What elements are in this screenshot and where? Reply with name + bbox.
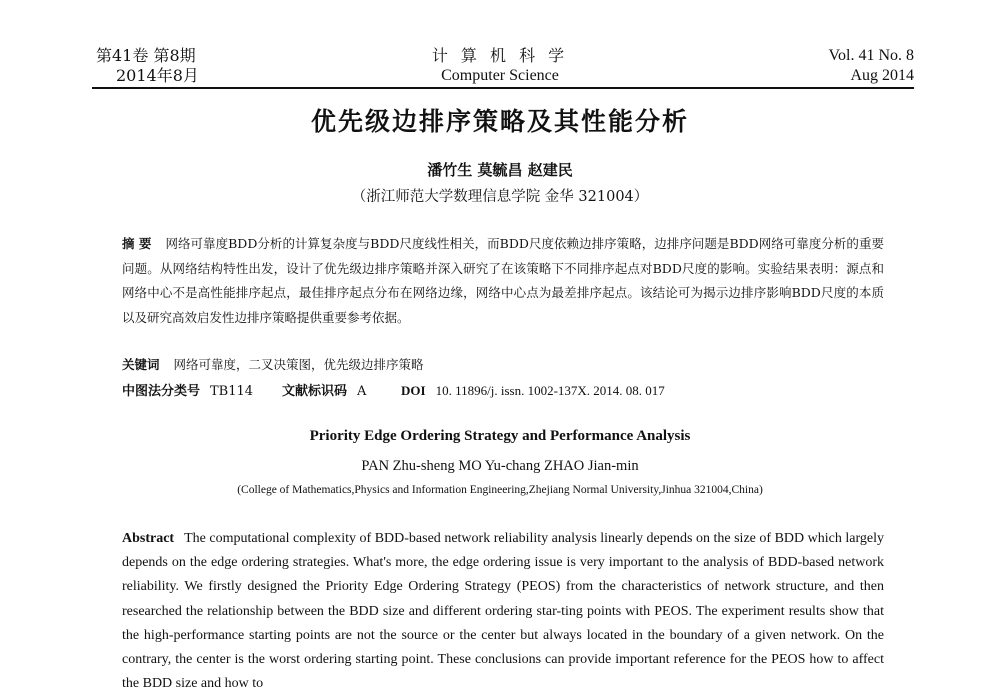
- doc-code-label: 文献标识码: [282, 384, 348, 399]
- abstract-en-label: Abstract: [122, 531, 175, 546]
- abstract-en: [122, 527, 884, 696]
- journal-volume-issue-cn: 第41卷 第8期: [96, 46, 196, 65]
- doi-value[interactable]: 10. 11896/j. issn. 1002-137X. 2014. 08. 017: [435, 383, 665, 398]
- doc-code-value: A: [357, 384, 367, 399]
- header-rule: [92, 87, 914, 89]
- authors-cn: 潘竹生 莫毓昌 赵建民: [427, 161, 573, 179]
- abstract-en-text: The computational complexity of BDD-based network reliability analysis linearly depends on the size of BDD which largely depends on the edge ordering strategies. What's more, the edge ordering issue is very important to the analysis of BDD-based network reliability. We firstly designed the Priority Edge Ordering Strategy (PEOS) from the characteristics of network structure, and then researched the relationship between the BDD size and different ordering star-ting points with PEOS. The experiment results show that the high-performance starting points are not the source or the center but always located in the boundary of a given network. On the contrary, the center is the worst ordering starting point. These conclusions can provide important reference for the PEOS how to affect the BDD size and how to: [122, 531, 884, 692]
- classification-line: [122, 380, 665, 399]
- journal-name-en: Computer Science: [441, 67, 559, 84]
- abstract-cn-label: 摘 要: [122, 236, 152, 251]
- journal-date-cn: 2014年8月: [116, 66, 199, 85]
- doi-label: DOI: [401, 383, 426, 398]
- journal-date-en: Aug 2014: [850, 67, 914, 84]
- paper-title-en: Priority Edge Ordering Strategy and Performance Analysis: [309, 428, 691, 444]
- abstract-cn-text: 网络可靠度BDD分析的计算复杂度与BDD尺度线性相关，而BDD尺度依赖边排序策略，边排序问题是BDD网络可靠度分析的重要问题。从网络结构特性出发，设计了优先级边排序策略并深入研究了在该策略下不同排序起点对BDD尺度的影响。实验结果表明：源点和网络中心不是高性能排序起点，最佳排序起点分布在网络边缘，网络中心点为最差排序起点。该结论可为揭示边排序影响BDD尺度的本质以及研究高效启发性边排序策略提供重要参考依据。: [122, 236, 884, 325]
- clc-value: TB114: [210, 384, 254, 399]
- keywords-cn: [122, 355, 424, 373]
- clc-label: 中图法分类号: [122, 384, 201, 399]
- paper-title-cn: 优先级边排序策略及其性能分析: [310, 107, 689, 136]
- keywords-cn-text: 网络可靠度，二叉决策图，优先级边排序策略: [173, 357, 424, 372]
- authors-en: PAN Zhu-sheng MO Yu-chang ZHAO Jian-min: [361, 458, 639, 474]
- affiliation-en: (College of Mathematics,Physics and Information Engineering,Zhejiang Normal University,Jinhua 321004,China): [237, 484, 763, 496]
- abstract-cn: [122, 232, 884, 330]
- journal-name-cn: 计 算 机 科 学: [431, 46, 569, 65]
- journal-volume-issue-en: Vol. 41 No. 8: [828, 47, 914, 64]
- keywords-cn-label: 关键词: [122, 357, 160, 372]
- affiliation-cn: （浙江师范大学数理信息学院 金华 321004）: [351, 189, 649, 205]
